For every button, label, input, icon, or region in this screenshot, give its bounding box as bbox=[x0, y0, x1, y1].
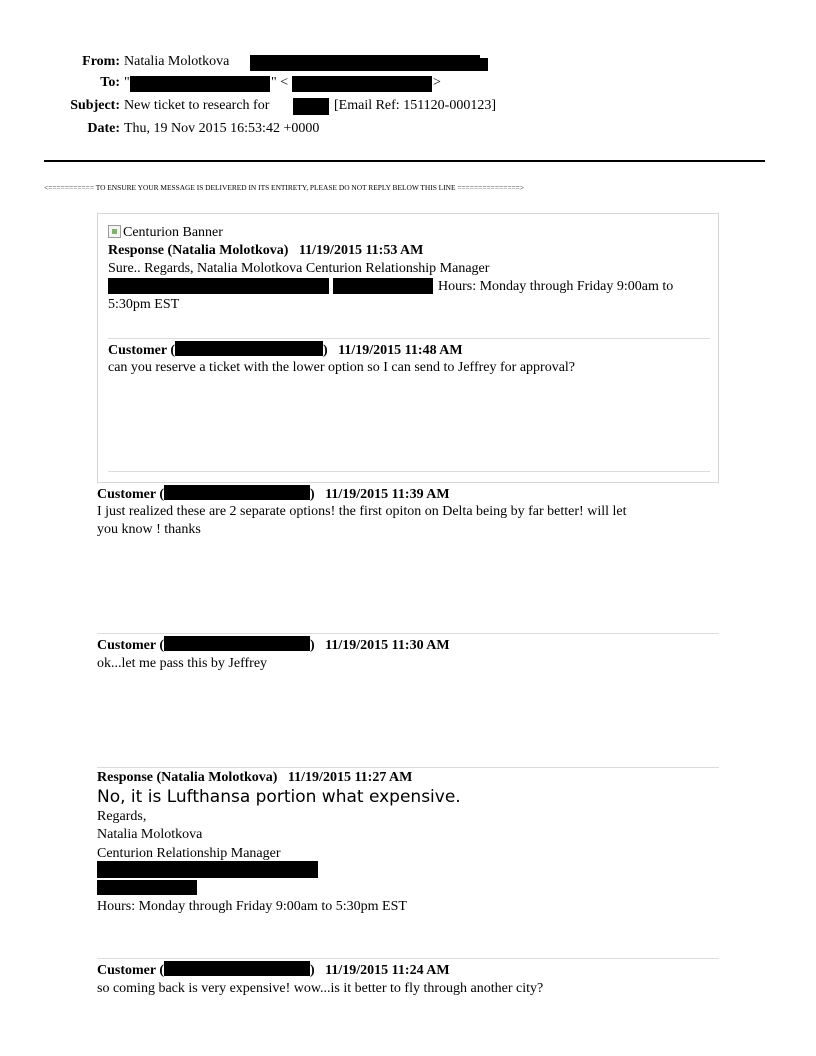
customer-label: Customer ( bbox=[108, 343, 176, 358]
header-divider bbox=[44, 160, 765, 162]
date-value: Thu, 19 Nov 2015 16:53:42 +0000 bbox=[124, 121, 320, 136]
redaction-bar bbox=[164, 636, 310, 651]
message-timestamp: ) 11/19/2015 11:39 AM bbox=[310, 487, 450, 502]
to-label: To: bbox=[100, 75, 120, 90]
redaction-bar bbox=[175, 341, 323, 356]
signature-regards: Regards, bbox=[97, 809, 147, 824]
message-separator bbox=[108, 338, 710, 339]
redaction-bar bbox=[333, 278, 433, 294]
message-heading bbox=[97, 485, 450, 503]
message-heading: Response (Natalia Molotkova) 11/19/2015 11:27 AM bbox=[97, 770, 413, 785]
to-quote-close: " < bbox=[271, 75, 289, 90]
redaction-bar bbox=[292, 76, 432, 92]
customer-label: Customer ( bbox=[97, 487, 165, 502]
redaction-bar bbox=[130, 76, 270, 92]
redaction-bar bbox=[97, 861, 318, 878]
message-hours: Hours: Monday through Friday 9:00am to bbox=[438, 279, 674, 294]
date-label: Date: bbox=[87, 121, 120, 136]
message-separator bbox=[97, 958, 719, 959]
redaction-bar bbox=[164, 961, 310, 976]
signature-name: Natalia Molotkova bbox=[97, 827, 203, 842]
message-separator bbox=[108, 471, 710, 472]
message-separator bbox=[97, 633, 719, 634]
reply-notice: <=========== TO ENSURE YOUR MESSAGE IS DELIVERED IN ITS ENTIRETY, PLEASE DO NOT REPLY BELOW THIS LINE ===============> bbox=[44, 183, 525, 192]
message-body: Sure.. Regards, Natalia Molotkova Centurion Relationship Manager bbox=[108, 261, 490, 276]
signature-hours: Hours: Monday through Friday 9:00am to 5:30pm EST bbox=[97, 899, 407, 914]
redaction-bar bbox=[97, 880, 197, 895]
message-body: can you reserve a ticket with the lower option so I can send to Jeffrey for approval? bbox=[108, 360, 576, 375]
subject-label: Subject: bbox=[70, 98, 120, 113]
message-heading bbox=[97, 636, 450, 654]
broken-image-icon bbox=[108, 225, 121, 238]
customer-label: Customer ( bbox=[97, 963, 165, 978]
message-body: I just realized these are 2 separate options! the first opiton on Delta being by far better! will let bbox=[97, 504, 627, 519]
message-hours-cont: 5:30pm EST bbox=[108, 297, 180, 312]
message-timestamp: ) 11/19/2015 11:30 AM bbox=[310, 638, 450, 653]
subject-prefix: New ticket to research for bbox=[124, 98, 270, 113]
message-body: ok...let me pass this by Jeffrey bbox=[97, 656, 268, 671]
centurion-banner-image bbox=[108, 224, 223, 241]
message-heading bbox=[97, 961, 450, 979]
from-value: Natalia Molotkova bbox=[124, 54, 230, 69]
message-heading bbox=[108, 341, 463, 359]
message-body-large: No, it is Lufthansa portion what expensive. bbox=[97, 787, 461, 807]
redaction-bar bbox=[164, 485, 310, 500]
subject-suffix: [Email Ref: 151120-000123] bbox=[334, 98, 497, 113]
message-heading: Response (Natalia Molotkova) 11/19/2015 11:53 AM bbox=[108, 243, 424, 258]
message-timestamp: ) 11/19/2015 11:24 AM bbox=[310, 963, 450, 978]
banner-alt-text: Centurion Banner bbox=[123, 225, 223, 240]
to-angle-close: > bbox=[433, 75, 441, 90]
from-label: From: bbox=[82, 54, 120, 69]
message-timestamp: ) 11/19/2015 11:48 AM bbox=[323, 343, 463, 358]
message-body-cont: you know ! thanks bbox=[97, 522, 201, 537]
to-quote-open: " bbox=[124, 75, 130, 90]
redaction-bar bbox=[293, 98, 329, 115]
redaction-bar bbox=[108, 278, 329, 294]
customer-label: Customer ( bbox=[97, 638, 165, 653]
message-separator bbox=[97, 767, 719, 768]
signature-title: Centurion Relationship Manager bbox=[97, 846, 281, 861]
message-body: so coming back is very expensive! wow...is it better to fly through another city? bbox=[97, 981, 544, 996]
redaction-bar bbox=[250, 58, 488, 71]
